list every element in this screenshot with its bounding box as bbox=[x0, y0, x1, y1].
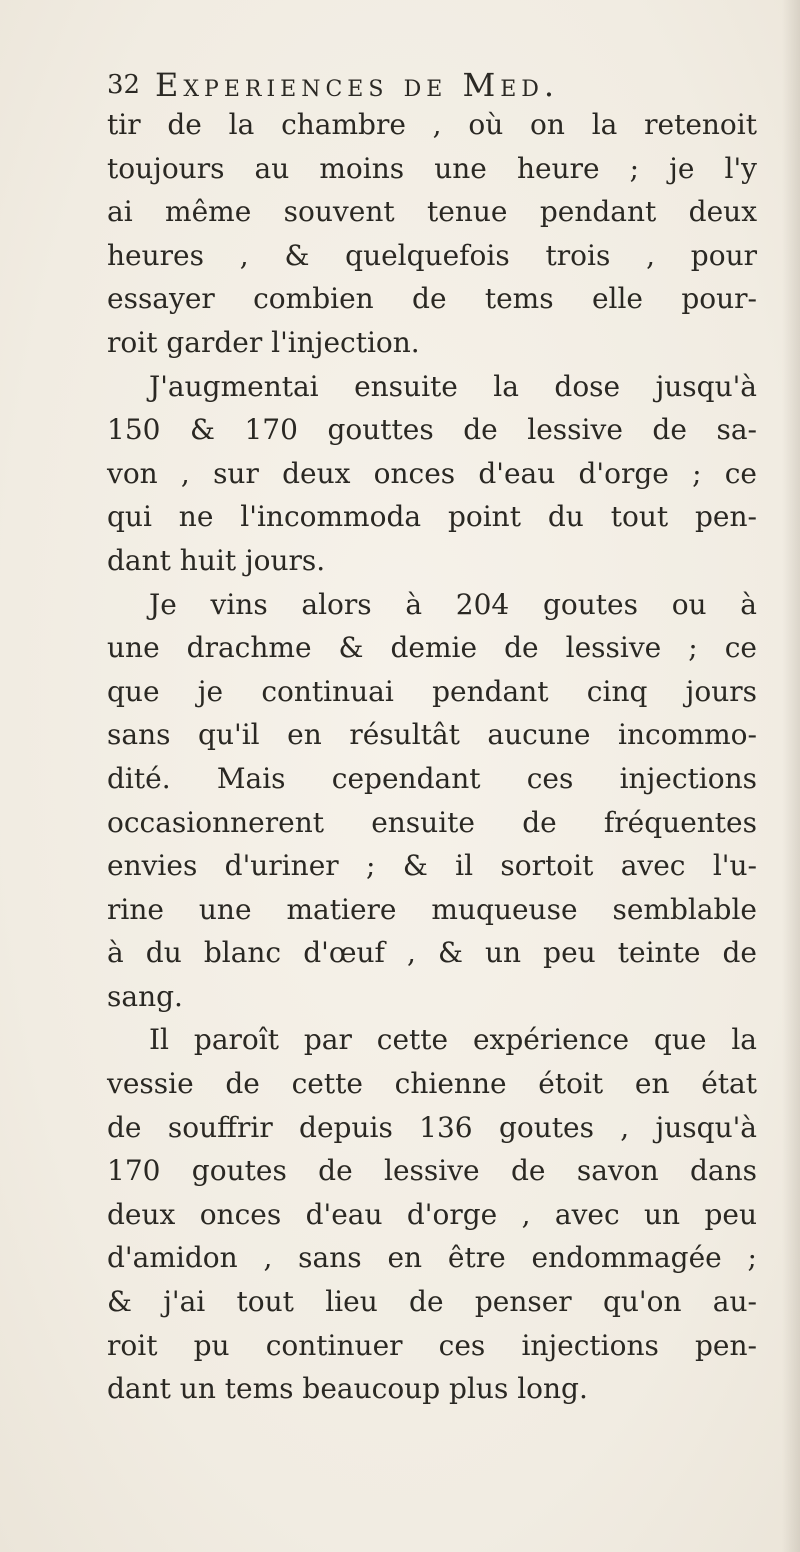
text-line: dant un tems beaucoup plus long. bbox=[107, 1372, 588, 1406]
paragraph-start-line: Il paroît par cette expérience que la bbox=[149, 1023, 757, 1057]
text-line: envies d'uriner ; & il sortoit avec l'u- bbox=[107, 849, 757, 883]
text-line: dité. Mais cependant ces injections bbox=[107, 761, 757, 795]
text-line: tir de la chambre , où on la retenoit bbox=[107, 108, 757, 141]
text-line: 170 goutes de lessive de savon dans bbox=[107, 1154, 757, 1188]
page-number: 32 bbox=[107, 70, 141, 100]
text-line: à du blanc d'œuf , & un peu teinte de bbox=[107, 936, 757, 970]
text-line: occasionnerent ensuite de fréquentes bbox=[107, 805, 757, 839]
text-line: de souffrir depuis 136 goutes , jusqu'à bbox=[107, 1110, 757, 1144]
text-line: sang. bbox=[107, 979, 183, 1013]
text-line: 150 & 170 gouttes de lessive de sa- bbox=[107, 413, 757, 447]
text-line: toujours au moins une heure ; je l'y bbox=[107, 151, 757, 185]
text-line: qui ne l'incommoda point du tout pen- bbox=[107, 500, 757, 534]
body-text bbox=[107, 103, 757, 1411]
paragraph-start-line: Je vins alors à 204 goutes ou à bbox=[149, 587, 757, 621]
text-line: ai même souvent tenue pendant deux bbox=[107, 195, 757, 229]
text-line: que je continuai pendant cinq jours bbox=[107, 674, 757, 708]
text-line: rine une matiere muqueuse semblable bbox=[107, 892, 757, 926]
running-head: Experiences de Med. bbox=[155, 66, 560, 104]
text-line: roit pu continuer ces injections pen- bbox=[107, 1328, 757, 1362]
paragraph-start-line: J'augmentai ensuite la dose jusqu'à bbox=[149, 369, 757, 403]
text-line: dant huit jours. bbox=[107, 543, 326, 577]
text-line: d'amidon , sans en être endommagée ; bbox=[107, 1241, 757, 1275]
text-line: deux onces d'eau d'orge , avec un peu bbox=[107, 1197, 757, 1231]
text-line: heures , & quelquefois trois , pour bbox=[107, 238, 757, 272]
text-line: essayer combien de tems elle pour- bbox=[107, 282, 757, 316]
text-line: roit garder l'injection. bbox=[107, 325, 420, 359]
text-line: sans qu'il en résultât aucune incommo- bbox=[107, 718, 757, 752]
text-line: une drachme & demie de lessive ; ce bbox=[107, 631, 757, 665]
page-edge-shadow bbox=[782, 0, 800, 1552]
text-line: von , sur deux onces d'eau d'orge ; ce bbox=[107, 456, 757, 490]
text-line: & j'ai tout lieu de penser qu'on au- bbox=[107, 1285, 757, 1319]
text-line: vessie de cette chienne étoit en état bbox=[107, 1067, 757, 1101]
